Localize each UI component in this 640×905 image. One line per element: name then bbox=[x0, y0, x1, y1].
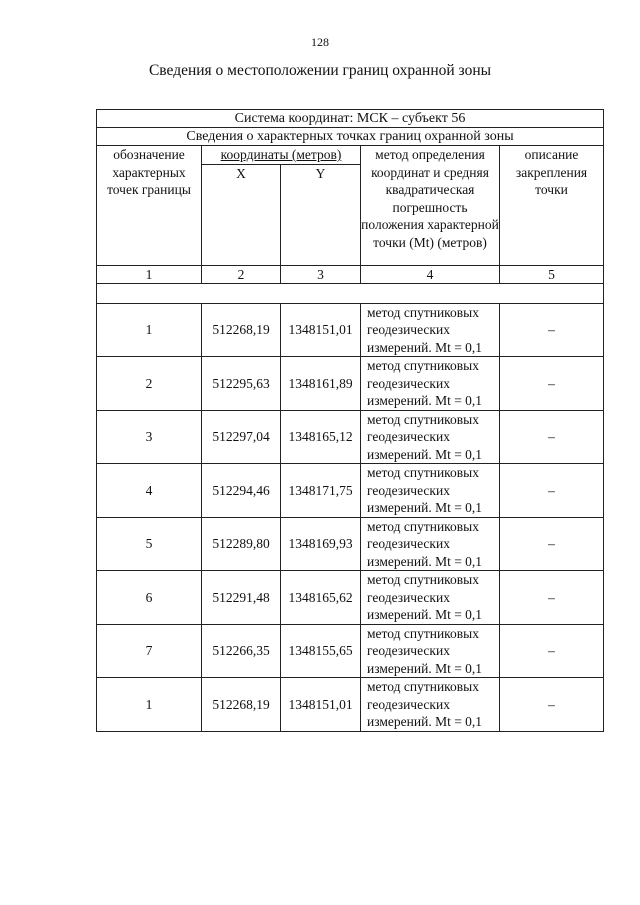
table-row bbox=[97, 303, 604, 357]
description-cell: – bbox=[500, 464, 604, 518]
table-row bbox=[97, 517, 604, 571]
coordinate-system-header: Система координат: МСК – субъект 56 bbox=[97, 110, 604, 128]
x-cell: 512268,19 bbox=[202, 678, 281, 732]
y-cell: 1348165,62 bbox=[281, 571, 361, 625]
y-cell: 1348151,01 bbox=[281, 303, 361, 357]
column-number: 2 bbox=[202, 265, 281, 283]
point-cell: 1 bbox=[97, 678, 202, 732]
point-cell: 4 bbox=[97, 464, 202, 518]
point-cell: 2 bbox=[97, 357, 202, 411]
x-cell: 512289,80 bbox=[202, 517, 281, 571]
description-cell: – bbox=[500, 624, 604, 678]
header-y: Y bbox=[281, 164, 361, 265]
x-cell: 512297,04 bbox=[202, 410, 281, 464]
method-cell: метод спутниковых геодезических измерений. Mt = 0,1 bbox=[361, 678, 500, 732]
method-cell: метод спутниковых геодезических измерений. Mt = 0,1 bbox=[361, 410, 500, 464]
x-cell: 512291,48 bbox=[202, 571, 281, 625]
description-cell: – bbox=[500, 303, 604, 357]
method-cell: метод спутниковых геодезических измерений. Mt = 0,1 bbox=[361, 517, 500, 571]
boundary-points-table bbox=[96, 109, 604, 732]
description-cell: – bbox=[500, 571, 604, 625]
table-row bbox=[97, 624, 604, 678]
y-cell: 1348165,12 bbox=[281, 410, 361, 464]
column-number: 1 bbox=[97, 265, 202, 283]
method-cell: метод спутниковых геодезических измерений. Mt = 0,1 bbox=[361, 357, 500, 411]
x-cell: 512294,46 bbox=[202, 464, 281, 518]
table-row bbox=[97, 357, 604, 411]
description-cell: – bbox=[500, 410, 604, 464]
header-designation: обозначение характерных точек границы bbox=[97, 146, 202, 266]
table-row bbox=[97, 410, 604, 464]
method-cell: метод спутниковых геодезических измерений. Mt = 0,1 bbox=[361, 303, 500, 357]
header-x: X bbox=[202, 164, 281, 265]
page-title: Сведения о местоположении границ охранной зоны bbox=[148, 62, 492, 79]
table-row bbox=[97, 678, 604, 732]
point-cell: 7 bbox=[97, 624, 202, 678]
y-cell: 1348161,89 bbox=[281, 357, 361, 411]
method-cell: метод спутниковых геодезических измерений. Mt = 0,1 bbox=[361, 464, 500, 518]
table-subtitle: Сведения о характерных точках границ охранной зоны bbox=[97, 128, 604, 146]
x-cell: 512268,19 bbox=[202, 303, 281, 357]
page-number: 128 bbox=[311, 35, 329, 49]
y-cell: 1348169,93 bbox=[281, 517, 361, 571]
table-row bbox=[97, 464, 604, 518]
header-method: метод определения координат и средняя квадратическая погрешность положения характерной точки (Mt) (метров) bbox=[361, 146, 500, 266]
method-cell: метод спутниковых геодезических измерений. Mt = 0,1 bbox=[361, 571, 500, 625]
description-cell: – bbox=[500, 678, 604, 732]
point-cell: 5 bbox=[97, 517, 202, 571]
point-cell: 3 bbox=[97, 410, 202, 464]
column-number: 4 bbox=[361, 265, 500, 283]
point-cell: 1 bbox=[97, 303, 202, 357]
column-number: 5 bbox=[500, 265, 604, 283]
point-cell: 6 bbox=[97, 571, 202, 625]
y-cell: 1348171,75 bbox=[281, 464, 361, 518]
y-cell: 1348155,65 bbox=[281, 624, 361, 678]
y-cell: 1348151,01 bbox=[281, 678, 361, 732]
x-cell: 512295,63 bbox=[202, 357, 281, 411]
description-cell: – bbox=[500, 517, 604, 571]
description-cell: – bbox=[500, 357, 604, 411]
header-description: описание закрепления точки bbox=[500, 146, 604, 266]
column-number: 3 bbox=[281, 265, 361, 283]
blank-row bbox=[97, 283, 604, 303]
table-row bbox=[97, 571, 604, 625]
header-coordinates bbox=[202, 146, 361, 165]
method-cell: метод спутниковых геодезических измерений. Mt = 0,1 bbox=[361, 624, 500, 678]
x-cell: 512266,35 bbox=[202, 624, 281, 678]
header-coordinates-label: координаты (метров) bbox=[220, 147, 342, 162]
